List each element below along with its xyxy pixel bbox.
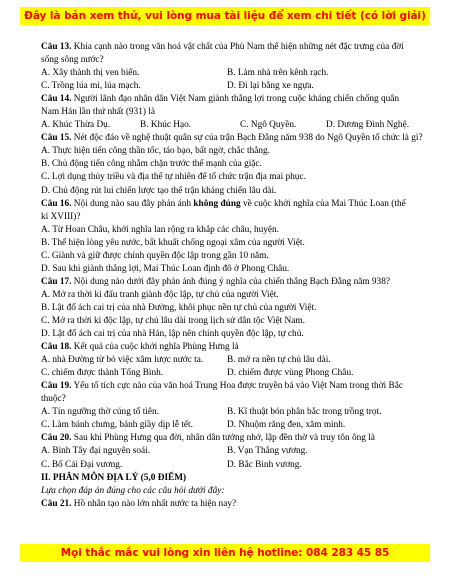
option-d: D. Chủ động rút lui chiến lược tạo thế trận kháng chiến lâu dài.: [41, 185, 277, 196]
preview-notice-banner: Đây là bản xem thử, vui lòng mua tài liệu để xem chi tiết (có lời giải): [20, 7, 430, 25]
question-number: Câu 17.: [41, 276, 72, 287]
question-text: Nét độc đáo về nghệ thuật quân sự của trận Bạch Đằng năm 938 do Ngô Quyền tổ chức là gì?: [71, 133, 423, 144]
question-20: [41, 432, 413, 445]
option-b: B. Vạn Thắng vương.: [227, 446, 308, 457]
question-17: [41, 276, 413, 289]
option-c: C. Trồng lúa mì, lúa mạch.: [41, 81, 141, 92]
option-d: D. Đi lại bằng xe ngựa.: [227, 81, 314, 92]
option-d: D. Sau khi giành thắng lợi, Mai Thúc Loan định đô ở Phong Châu.: [41, 263, 290, 274]
options-row: [41, 445, 413, 458]
question-14: [41, 93, 413, 119]
question-number: Câu 18.: [41, 342, 72, 353]
instruction-text: Lựa chọn đáp án đúng cho các câu hỏi dưới đây:: [41, 485, 225, 496]
question-number: Câu 16.: [41, 198, 72, 209]
section-heading: II. PHÂN MÔN ĐỊA LÝ (5,0 ĐIỂM): [41, 472, 187, 483]
option-c: C. Ngô Quyền.: [240, 120, 297, 131]
question-19: [41, 380, 413, 406]
options-row: [41, 119, 413, 132]
option-a: A. Tín ngưỡng thờ cúng tổ tiên.: [41, 407, 159, 418]
option-b: B. mở ra nền tự chủ lâu dài.: [227, 355, 331, 366]
question-emphasis: không đúng: [193, 198, 241, 209]
question-number: Câu 19.: [41, 381, 72, 392]
question-text: Kết quả của cuộc khởi nghĩa Phùng Hưng là: [71, 342, 239, 353]
option-d: D. Lật đổ ách cai trị của nhà Hán, lập nên chính quyền độc lập, tự chủ.: [41, 329, 304, 340]
question-text: Nội dung nào sau đây phản ánh: [71, 198, 194, 209]
option-b: B. Lật đổ ách cai trị của nhà Đường, khôi phục nền tự chủ của người Việt.: [41, 302, 317, 313]
option-a: A. Mở ra thời kì đấu tranh giành độc lập, tự chủ của người Việt.: [41, 289, 279, 300]
option-a: A. nhà Đường từ bỏ việc xâm lược nước ta.: [41, 355, 204, 366]
question-text: Hồ nhân tạo nào lớn nhất nước ta hiện nay?: [71, 498, 237, 509]
option-a: A. Bình Tây đại nguyên soái.: [41, 446, 151, 457]
option-a: A. Xây thành thị ven biển.: [41, 68, 140, 79]
options-row: [41, 459, 413, 472]
question-text: về cuộc khởi nghĩa của Mai Thúc Loan (thế kỉ XVIII)?: [41, 198, 406, 222]
question-text: Khía cạnh nào trong văn hoá vật chất của Phù Nam thể hiện những nét đặc trưng của đời sống sông nước?: [41, 42, 404, 66]
question-text: Yếu tố tích cực nào của văn hoá Trung Hoa được truyền bá vào Việt Nam trong thời Bắc thuộc?: [41, 381, 403, 405]
question-15: [41, 132, 423, 145]
option-d: D. Dương Đình Nghệ.: [326, 120, 410, 131]
options-row: [41, 367, 413, 380]
question-number: Câu 20.: [41, 433, 72, 444]
question-21: [41, 498, 413, 511]
option-b: B. Thể hiện lòng yêu nước, bất khuất chống ngoại xâm của người Việt.: [41, 237, 305, 248]
option-b: B. Làm nhà trên kênh rạch.: [227, 68, 329, 79]
options-row: [41, 419, 413, 432]
question-18: [41, 341, 413, 354]
option-d: D. chiếm được vùng Phong Châu.: [227, 368, 354, 379]
question-text: Sau khi Phùng Hưng qua đời, nhân dân tưởng nhớ, lập đền thờ và truy tôn ông là: [71, 433, 375, 444]
question-body: [41, 41, 423, 511]
question-number: Câu 13.: [41, 42, 72, 52]
options-row: [41, 80, 413, 93]
question-text: Nội dung nào dưới đây phản ánh đúng ý nghĩa của chiến thắng Bạch Đằng năm 938?: [71, 276, 390, 287]
option-c: C. Bố Cái Đại vương.: [41, 459, 123, 470]
option-c: C. chiếm được thành Tống Bình.: [41, 368, 164, 379]
option-d: D. Bắc Bình vương.: [227, 459, 302, 470]
question-number: Câu 21.: [41, 498, 72, 509]
options-row: [41, 67, 413, 80]
options-row: [41, 406, 413, 419]
option-a: A. Từ Hoan Châu, khởi nghĩa lan rộng ra khắp các châu, huyện.: [41, 224, 280, 235]
option-c: C. Mở ra thời kì độc lập, tự chủ lâu dài trong lịch sử dân tộc Việt Nam.: [41, 315, 305, 326]
option-c: C. Giành và giữ được chính quyền độc lập trong gần 10 năm.: [41, 250, 269, 261]
question-13: [41, 41, 413, 67]
option-c: C. Làm bánh chưng, bánh giầy dịp lễ tết.: [41, 420, 193, 431]
option-d: D. Nhuộm răng đen, xăm mình.: [227, 420, 346, 431]
options-row: [41, 354, 413, 367]
question-16: [41, 198, 413, 224]
question-number: Câu 14.: [41, 94, 72, 105]
question-text: Người lãnh đạo nhân dân Việt Nam giành thắng lợi trong cuộc kháng chiến chống quân Nam Hán lần thứ nhất (931) là: [41, 94, 400, 118]
option-a: A. Thực hiện tiến công thần tốc, táo bạo, bất ngờ, chắc thắng.: [41, 146, 270, 157]
option-c: C. Lợi dụng thủy triều và địa thế tự nhiên để tổ chức trận địa mai phục.: [41, 172, 306, 183]
option-b: B. Khúc Hạo.: [140, 120, 192, 131]
option-b: B. Chủ động tiến công nhằm chặn trước thế mạnh của giặc.: [41, 159, 262, 170]
question-number: Câu 15.: [41, 133, 72, 144]
option-b: B. Kĩ thuật bón phân bắc trong trồng trọt.: [227, 407, 382, 418]
option-a: A. Khúc Thừa Dụ.: [41, 120, 111, 131]
hotline-banner: Mọi thắc mắc vui lòng xin liên hệ hotline: 084 283 45 85: [20, 544, 430, 562]
